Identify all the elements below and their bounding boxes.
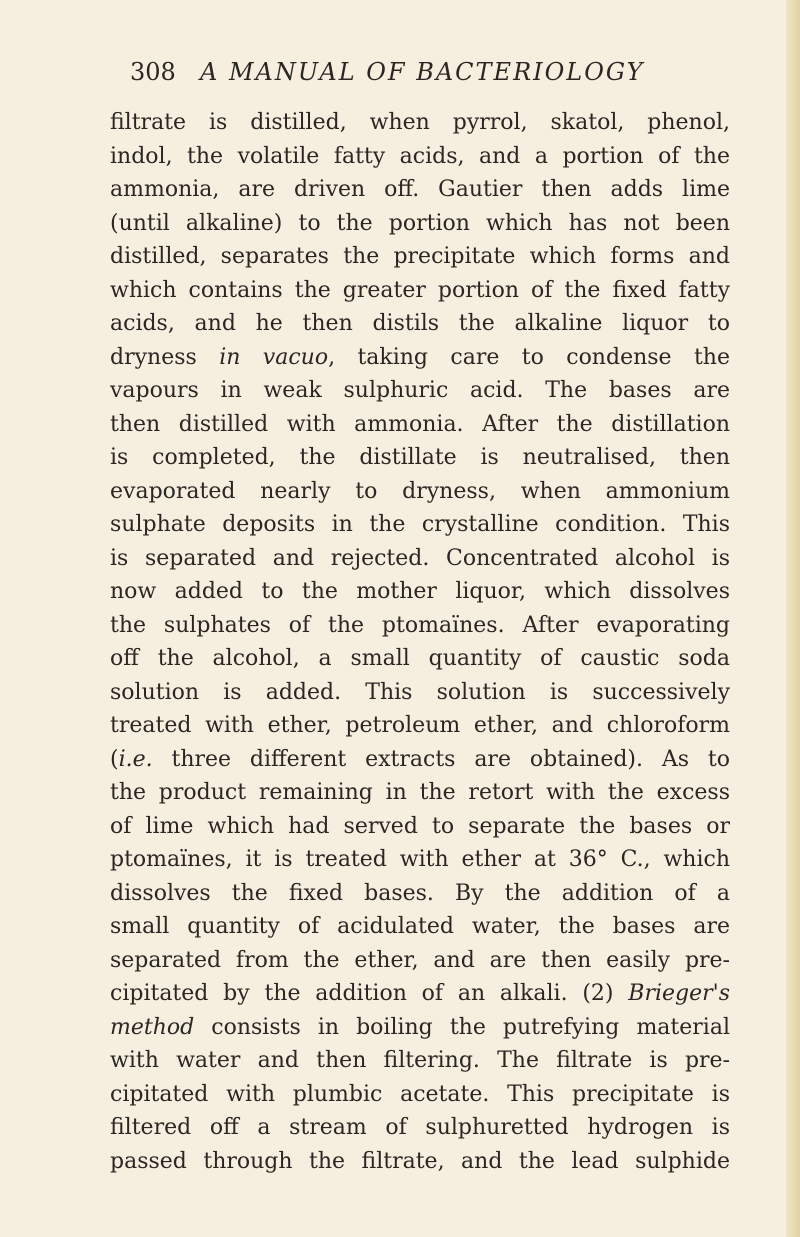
text-run: solution is added. This solution is successively bbox=[110, 679, 730, 705]
text-line bbox=[110, 575, 730, 609]
text-run: cipitated by the addition of an alkali. (2) bbox=[110, 981, 629, 1006]
text-line bbox=[110, 307, 730, 341]
text-line bbox=[110, 843, 730, 877]
page-edge bbox=[786, 0, 800, 1237]
text-run: separated from the ether, and are then easily pre- bbox=[110, 947, 730, 973]
text-line bbox=[110, 408, 730, 442]
text-line bbox=[110, 1011, 730, 1045]
text-run: acids, and he then distils the alkaline liquor to bbox=[110, 311, 730, 336]
running-head: A MANUAL OF BACTERIOLOGY bbox=[200, 58, 645, 86]
text-line bbox=[110, 374, 730, 408]
text-run: then distilled with ammonia. After the distillation bbox=[110, 411, 730, 437]
text-run: cipitated with plumbic acetate. This precipitate is bbox=[110, 1081, 730, 1107]
text-run: is separated and rejected. Concentrated alcohol is bbox=[110, 545, 730, 571]
page-header bbox=[130, 55, 730, 89]
text-line bbox=[110, 810, 730, 844]
text-line bbox=[110, 240, 730, 274]
text-line bbox=[110, 140, 730, 174]
text-line bbox=[110, 642, 730, 676]
text-run: passed through the filtrate, and the lead sulphide bbox=[110, 1148, 730, 1174]
text-run: vapours in weak sulphuric acid. The bases are bbox=[110, 378, 730, 403]
text-line bbox=[110, 508, 730, 542]
text-run: (until alkaline) to the portion which has not been bbox=[110, 210, 730, 236]
text-run: the product remaining in the retort with the excess bbox=[110, 780, 730, 805]
text-run: of lime which had served to separate the bases or bbox=[110, 813, 730, 839]
text-line bbox=[110, 341, 730, 375]
text-run: now added to the mother liquor, which dissolves bbox=[110, 579, 730, 604]
text-line bbox=[110, 475, 730, 509]
text-line bbox=[110, 709, 730, 743]
text-run: filtered off a stream of sulphuretted hydrogen is bbox=[110, 1115, 730, 1140]
text-line bbox=[110, 776, 730, 810]
text-run: with water and then filtering. The filtrate is pre- bbox=[110, 1048, 730, 1073]
text-line bbox=[110, 173, 730, 207]
text-line bbox=[110, 542, 730, 576]
text-line bbox=[110, 676, 730, 710]
body-text bbox=[110, 106, 730, 1178]
text-line bbox=[110, 274, 730, 308]
text-line bbox=[110, 977, 730, 1011]
text-run: distilled, separates the precipitate which forms and bbox=[110, 244, 730, 269]
text-run: dissolves the fixed bases. By the addition of a bbox=[110, 880, 730, 906]
text-run: treated with ether, petroleum ether, and chloroform bbox=[110, 713, 730, 738]
text-line bbox=[110, 910, 730, 944]
page-number: 308 bbox=[130, 58, 176, 86]
text-run: consists in boiling the putrefying material bbox=[194, 1014, 730, 1040]
text-run: , taking care to condense the bbox=[328, 344, 730, 370]
text-italic: i.e. bbox=[118, 746, 153, 772]
text-line bbox=[110, 944, 730, 978]
text-line bbox=[110, 1145, 730, 1179]
text-line bbox=[110, 441, 730, 475]
text-run: is completed, the distillate is neutralised, then bbox=[110, 445, 730, 470]
text-run: off the alcohol, a small quantity of caustic soda bbox=[110, 646, 730, 671]
text-run: filtrate is distilled, when pyrrol, skatol, phenol, bbox=[110, 110, 730, 135]
text-line bbox=[110, 743, 730, 777]
text-italic: method bbox=[110, 1014, 195, 1040]
text-italic: Brieger's bbox=[628, 981, 730, 1006]
text-run: the sulphates of the ptomaïnes. After evaporating bbox=[110, 612, 730, 638]
text-run: small quantity of acidulated water, the bases are bbox=[110, 914, 730, 939]
text-line bbox=[110, 207, 730, 241]
text-run: ( bbox=[110, 746, 119, 772]
text-run: three different extracts are obtained). As to bbox=[152, 746, 730, 772]
text-line bbox=[110, 609, 730, 643]
text-italic: in vacuo bbox=[219, 344, 329, 370]
text-run: sulphate deposits in the crystalline condition. This bbox=[110, 512, 730, 537]
text-line bbox=[110, 877, 730, 911]
text-run: dryness bbox=[110, 344, 220, 370]
text-line bbox=[110, 1044, 730, 1078]
text-run: indol, the volatile fatty acids, and a portion of the bbox=[110, 143, 730, 169]
text-run: ammonia, are driven off. Gautier then adds lime bbox=[110, 177, 730, 202]
text-line bbox=[110, 1078, 730, 1112]
text-run: ptomaïnes, it is treated with ether at 36° C., which bbox=[110, 847, 730, 872]
text-line bbox=[110, 106, 730, 140]
text-line bbox=[110, 1111, 730, 1145]
text-run: which contains the greater portion of the fixed fatty bbox=[110, 277, 730, 303]
text-run: evaporated nearly to dryness, when ammonium bbox=[110, 478, 730, 504]
